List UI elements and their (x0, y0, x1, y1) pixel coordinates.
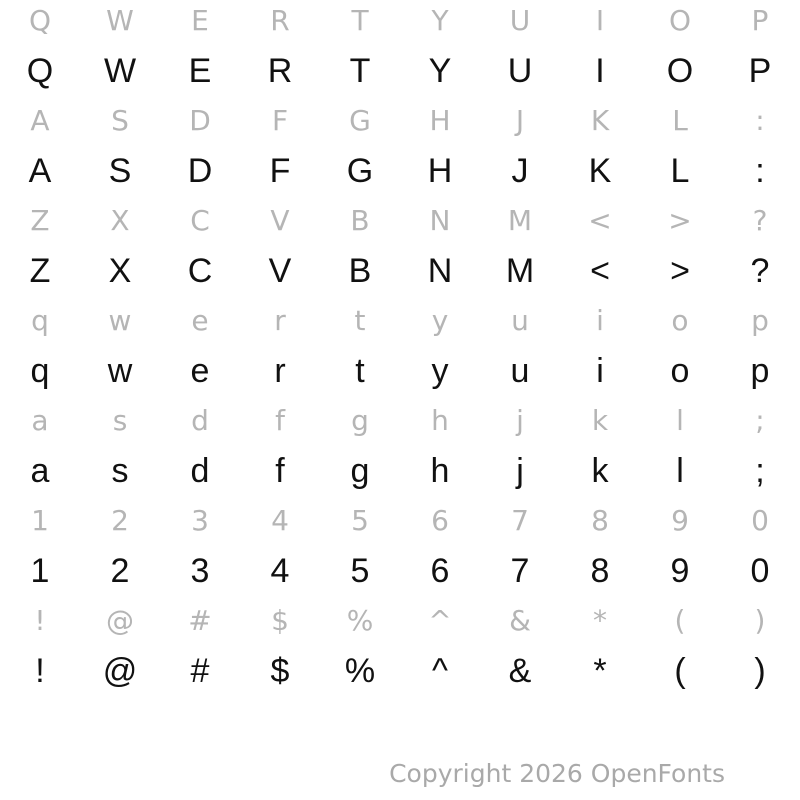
specimen-row-group (0, 100, 800, 200)
glyph-cell: N (427, 252, 453, 290)
glyph-cell: I (595, 52, 605, 90)
glyph-cell: D (189, 104, 211, 137)
glyph-cell: T (349, 52, 371, 90)
specimen-row-group (0, 300, 800, 400)
glyph-cell: ; (755, 452, 765, 490)
glyph-cell: f (275, 452, 285, 490)
glyph-cell: 7 (510, 552, 530, 590)
glyph-cell: ^ (428, 604, 452, 637)
glyph-cell: R (270, 4, 290, 37)
glyph-cell: N (429, 204, 451, 237)
glyph-cell: F (271, 104, 289, 137)
glyph-cell: T (351, 4, 369, 37)
glyph-cell: 3 (191, 504, 209, 537)
specimen-row-gray (0, 400, 800, 442)
glyph-cell: h (431, 404, 449, 437)
glyph-cell: % (344, 652, 376, 690)
glyph-cell: r (274, 304, 286, 337)
specimen-row-black (0, 642, 800, 700)
glyph-cell: < (588, 204, 612, 237)
glyph-cell: U (507, 52, 533, 90)
glyph-cell: l (676, 452, 684, 490)
glyph-cell: a (30, 452, 50, 490)
glyph-cell: J (515, 104, 525, 137)
glyph-cell: ) (754, 604, 766, 637)
glyph-cell: g (351, 404, 369, 437)
glyph-cell: L (672, 104, 688, 137)
glyph-cell: X (108, 252, 132, 290)
glyph-cell: H (427, 152, 453, 190)
glyph-cell: d (191, 404, 209, 437)
glyph-cell: i (596, 352, 604, 390)
glyph-cell: i (596, 304, 604, 337)
glyph-cell: < (590, 252, 610, 290)
glyph-cell: u (510, 352, 530, 390)
glyph-cell: B (348, 252, 372, 290)
glyph-cell: I (595, 4, 605, 37)
glyph-cell: 0 (750, 552, 770, 590)
glyph-cell: A (28, 152, 52, 190)
glyph-cell: S (108, 152, 132, 190)
glyph-cell: M (507, 204, 533, 237)
glyph-cell: # (188, 604, 212, 637)
glyph-cell: Z (29, 252, 51, 290)
specimen-row-group (0, 0, 800, 100)
glyph-cell: Q (26, 52, 54, 90)
glyph-cell: C (190, 204, 210, 237)
glyph-cell: P (751, 4, 769, 37)
glyph-cell: 8 (590, 552, 610, 590)
glyph-cell: h (430, 452, 450, 490)
glyph-cell: O (668, 4, 692, 37)
glyph-cell: U (509, 4, 531, 37)
glyph-cell: D (187, 152, 213, 190)
specimen-row-black (0, 142, 800, 200)
glyph-cell: H (429, 104, 451, 137)
glyph-cell: C (187, 252, 213, 290)
specimen-row-black (0, 442, 800, 500)
glyph-cell: ( (674, 604, 686, 637)
specimen-row-black (0, 342, 800, 400)
glyph-cell: R (267, 52, 293, 90)
specimen-row-group (0, 500, 800, 600)
glyph-cell: 9 (670, 552, 690, 590)
glyph-cell: ! (35, 652, 45, 690)
glyph-cell: y (431, 304, 449, 337)
specimen-row-group (0, 600, 800, 700)
glyph-cell: d (190, 452, 210, 490)
glyph-cell: L (670, 152, 690, 190)
glyph-cell: % (346, 604, 374, 637)
glyph-cell: p (750, 352, 770, 390)
glyph-cell: 1 (31, 504, 49, 537)
glyph-cell: s (111, 452, 129, 490)
glyph-cell: 6 (431, 504, 449, 537)
glyph-cell: @ (102, 652, 138, 690)
glyph-cell: 2 (111, 504, 129, 537)
glyph-cell: O (666, 52, 694, 90)
glyph-cell: 0 (751, 504, 769, 537)
glyph-cell: F (269, 152, 291, 190)
glyph-cell: g (350, 452, 370, 490)
glyph-cell: M (505, 252, 535, 290)
glyph-cell: e (191, 304, 209, 337)
glyph-cell: w (108, 304, 132, 337)
glyph-cell: 4 (271, 504, 289, 537)
glyph-cell: u (511, 304, 529, 337)
specimen-row-group (0, 200, 800, 300)
glyph-cell: q (30, 352, 50, 390)
glyph-cell: ) (754, 652, 766, 690)
glyph-cell: y (431, 352, 449, 390)
glyph-cell: t (354, 304, 366, 337)
glyph-cell: ( (674, 652, 686, 690)
specimen-row-gray (0, 500, 800, 542)
glyph-cell: ^ (432, 652, 448, 690)
glyph-cell: p (751, 304, 769, 337)
glyph-cell: S (111, 104, 129, 137)
specimen-row-group (0, 400, 800, 500)
glyph-cell: f (275, 404, 285, 437)
glyph-cell: 7 (511, 504, 529, 537)
glyph-cell: P (748, 52, 772, 90)
specimen-row-gray (0, 200, 800, 242)
specimen-row-gray (0, 600, 800, 642)
glyph-cell: k (591, 404, 609, 437)
glyph-cell: 5 (351, 504, 369, 537)
glyph-cell: & (509, 604, 531, 637)
glyph-cell: # (190, 652, 210, 690)
glyph-cell: e (190, 352, 210, 390)
glyph-cell: r (274, 352, 286, 390)
specimen-row-black (0, 542, 800, 600)
glyph-cell: ; (755, 404, 765, 437)
glyph-cell: G (346, 152, 374, 190)
glyph-cell: 9 (671, 504, 689, 537)
glyph-cell: G (349, 104, 371, 137)
glyph-cell: B (350, 204, 370, 237)
glyph-cell: k (591, 452, 609, 490)
glyph-cell: > (668, 204, 692, 237)
glyph-cell: & (508, 652, 532, 690)
specimen-row-gray (0, 300, 800, 342)
glyph-cell: $ (270, 652, 290, 690)
glyph-cell: 3 (190, 552, 210, 590)
glyph-cell: ? (750, 252, 770, 290)
glyph-cell: X (110, 204, 130, 237)
glyph-cell: A (30, 104, 50, 137)
glyph-cell: Y (431, 4, 449, 37)
glyph-cell: E (191, 4, 209, 37)
glyph-cell: Q (28, 4, 52, 37)
specimen-row-black (0, 42, 800, 100)
specimen-row-gray (0, 0, 800, 42)
glyph-cell: J (511, 152, 529, 190)
glyph-cell: Z (30, 204, 50, 237)
glyph-cell: 6 (430, 552, 450, 590)
glyph-cell: 1 (30, 552, 50, 590)
glyph-cell: V (268, 252, 292, 290)
glyph-cell: ? (752, 204, 768, 237)
glyph-cell: q (31, 304, 49, 337)
glyph-cell: s (112, 404, 128, 437)
glyph-cell: ! (34, 604, 46, 637)
glyph-cell: t (355, 352, 365, 390)
glyph-cell: @ (106, 604, 134, 637)
glyph-cell: o (670, 352, 690, 390)
glyph-cell: * (593, 604, 607, 637)
glyph-cell: K (588, 152, 612, 190)
specimen-row-black (0, 242, 800, 300)
glyph-cell: 5 (350, 552, 370, 590)
glyph-cell: $ (271, 604, 289, 637)
glyph-cell: j (516, 452, 524, 490)
glyph-cell: V (270, 204, 290, 237)
specimen-row-gray (0, 100, 800, 142)
glyph-cell: l (676, 404, 684, 437)
glyph-cell: K (590, 104, 610, 137)
glyph-cell: * (593, 652, 607, 690)
glyph-cell: a (31, 404, 49, 437)
glyph-cell: j (516, 404, 524, 437)
glyph-cell: E (188, 52, 212, 90)
glyph-cell: : (755, 104, 765, 137)
glyph-cell: W (103, 52, 137, 90)
glyph-cell: 4 (270, 552, 290, 590)
glyph-cell: : (755, 152, 765, 190)
glyph-cell: W (106, 4, 134, 37)
glyph-cell: Y (428, 52, 452, 90)
glyph-cell: 8 (591, 504, 609, 537)
glyph-cell: > (670, 252, 690, 290)
glyph-cell: w (107, 352, 133, 390)
glyph-cell: 2 (110, 552, 130, 590)
footer-copyright: Copyright 2026 OpenFonts (389, 759, 725, 788)
glyph-cell: o (671, 304, 689, 337)
